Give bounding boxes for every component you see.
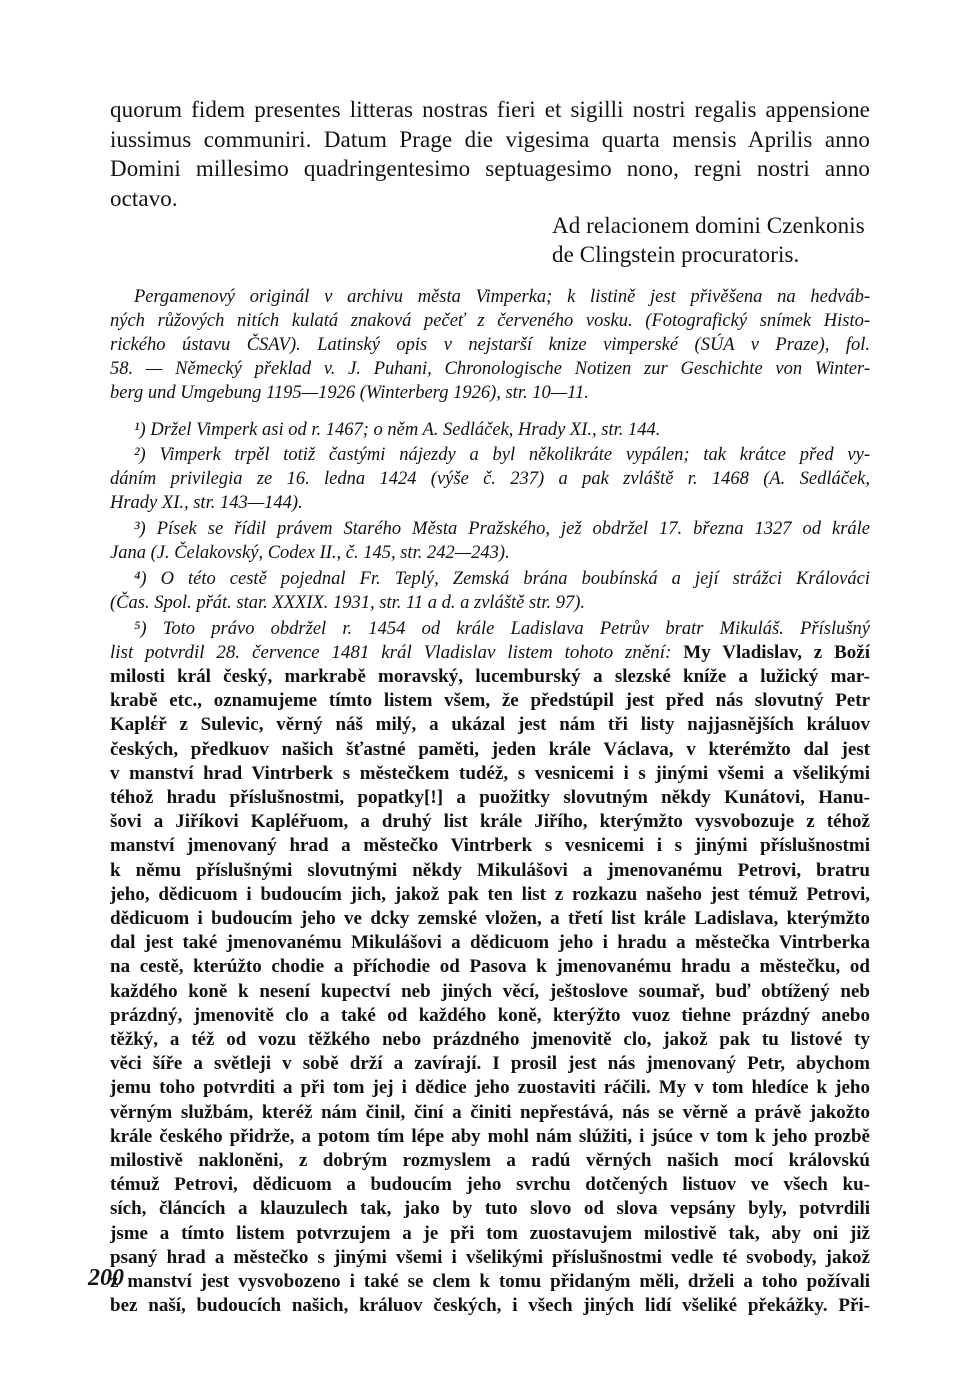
czech-line: manství jmenovaný hrad a městečko Vintrberk s vesnicemi i s jinými příslušnostmi bbox=[110, 835, 870, 857]
czech-line: těžký, a též od vozu těžkého nebo prázdného jmenovitě clo, jakož pak tu listové ty bbox=[110, 1029, 870, 1050]
czech-line: jeho, dědicuom i budoucím jich, jakož pak ten list z rozkazu našeho jest témuž Petrovi, bbox=[110, 883, 870, 905]
signature-line-2: de Clingstein procuratoris. bbox=[552, 242, 800, 267]
signature-line-1: Ad relacionem domini Czenkonis bbox=[552, 213, 865, 238]
czech-line: na cestě, kterúžto chodie a příchodie od Pasova k jmenovanému hradu a městečku, od bbox=[110, 956, 870, 978]
czech-line: dal jest také jmenovanému Mikulášovi a dědicuom jeho i hradu a městečka Vintrberka bbox=[110, 932, 870, 954]
czech-line: Kaplέř z Sulevic, věrný náš milý, a ukázal jest nám tři listy najjasnějších králuov bbox=[110, 714, 870, 736]
czech-line: prázdný, jmenovitě clo a také od každého koně, kterýžto vuoz tiehne prázdný anebo bbox=[110, 1004, 870, 1026]
czech-line: milostivě nakloněni, z dobrým rozmyslem a radú věrných našich mocí královskú bbox=[110, 1150, 870, 1171]
czech-line: z manství jest vysvobozeno i také se clem k tomu přidaným měli, drželi a toho požívali bbox=[110, 1271, 870, 1292]
czech-line: každého koně k nesení kupectví neb jiných věcí, ještoslove soumař, buď obtížený neb bbox=[110, 980, 870, 1002]
footnote-2-line-1: ²) Vimperk trpěl totiž častými nájezdy a byl několikráte vypálen; tak krátce před vy- bbox=[134, 445, 870, 465]
czech-line: jemu toho potvrditi a při tom jej i dědice jeho zuostaviti ráčili. My v tom hledíce k jeho bbox=[110, 1077, 870, 1099]
czech-line: k němu příslušnými slovutnými někdy Mikulášovi a jmenovanému Petrovi, bratru bbox=[110, 859, 870, 881]
footnote-3-line-2: Jana (J. Čelakovský, Codex II., č. 145, str. 242—243). bbox=[110, 543, 510, 563]
body-line-3: Domini millesimo quadringentesimo septuagesimo nono, regni nostri anno bbox=[110, 156, 870, 181]
page-number: 200 bbox=[88, 1265, 124, 1291]
archival-note-line-1: Pergamenový originál v archivu města Vimperka; k listině jest přivěšena na hedváb- bbox=[134, 287, 870, 307]
footnote-5-line-2 bbox=[110, 641, 870, 665]
czech-line: sích, článcích a klauzulech tak, jako by tuto slovo od slova vepsány byly, potvrdili bbox=[110, 1198, 870, 1220]
footnote-1-line-1: ¹) Držel Vimperk asi od r. 1467; o něm A. Sedláček, Hrady XI., str. 144. bbox=[134, 420, 661, 440]
footnote-5-bold-part: My Vladislav, z Boží bbox=[671, 642, 870, 663]
footnote-5-line-1: ⁵) Toto právo obdržel r. 1454 od krále Ladislava Petrův bratr Mikuláš. Příslušný bbox=[134, 619, 870, 639]
body-line-1: quorum fidem presentes litteras nostras fieri et sigilli nostri regalis appensione bbox=[110, 97, 870, 122]
czech-line: milosti král český, markrabě moravský, lucemburský a slezské kníže a lužický mar- bbox=[110, 666, 870, 687]
czech-line: jsme a tímto listem potvrzujem a je při tom zuostavujem milostivě tak, aby oni již bbox=[110, 1222, 870, 1244]
czech-line: českých, předkuov našich šťastné paměti, jeden krále Václava, v kterémžto dal jest bbox=[110, 738, 870, 760]
footnote-5-italic-part: list potvrdil 28. července 1481 král Vladislav listem tohoto znění: bbox=[110, 642, 672, 663]
czech-line: věci šíře a světleji v sobě drží a zavírají. I prosil jest nás jmenovaný Petr, abychom bbox=[110, 1053, 870, 1075]
czech-line: dědicuom i budoucím jeho ve dcky zemské vložen, a třetí list krále Ladislava, kterýmžto bbox=[110, 908, 870, 929]
czech-line: téhož hradu příslušnostmi, popatky[!] a puožitky slovutným někdy Kunátovi, Hanu- bbox=[110, 787, 870, 808]
footnote-2-line-3: Hrady XI., str. 143—144). bbox=[110, 493, 303, 513]
czech-line: témuž Petrovi, dědicuom a budoucím jeho svrchu dotčených listuov ve všech ku- bbox=[110, 1174, 870, 1196]
czech-line: krabě etc., oznamujeme tímto listem všem, že předstúpil jest před nás slovutný Petr bbox=[110, 690, 870, 712]
footnote-3-line-1: ³) Písek se řídil právem Starého Města Pražského, jež obdržel 17. března 1327 od krále bbox=[134, 519, 870, 539]
body-line-4: octavo. bbox=[110, 186, 178, 211]
czech-line: v manství hrad Vintrberk s městečkem tudéž, s vesnicemi i s jinými všemi a všelikými bbox=[110, 762, 870, 784]
czech-line: psaný hrad a městečko s jinými všemi i všelikými příslušnostmi vedle té svobody, jakož bbox=[110, 1246, 870, 1268]
footnote-4-line-1: ⁴) O této cestě pojednal Fr. Teplý, Zemská brána boubínská a její strážci Králováci bbox=[134, 569, 870, 589]
footnote-2-line-2: dáním privilegia ze 16. ledna 1424 (výše č. 237) a pak zvláště r. 1468 (A. Sedláček, bbox=[110, 469, 870, 489]
czech-line: bez naší, budoucích našich, králuov českých, i všech jiných lidí všeliké překážky. Při- bbox=[110, 1295, 870, 1317]
archival-note-line-5: berg und Umgebung 1195—1926 (Winterberg 1926), str. 10—11. bbox=[110, 383, 589, 403]
archival-note-line-4: 58. — Německý překlad v. J. Puhani, Chronologische Notizen zur Geschichte von Winter- bbox=[110, 359, 870, 379]
czech-line: věrným službám, kteréž nám činil, činí a činiti nepřestává, nás se věrně a právě jakožto bbox=[110, 1101, 870, 1123]
archival-note-line-2: ných růžových nitích kulatá znaková pečeť z červeného vosku. (Fotografický snímek Histo- bbox=[110, 311, 870, 331]
czech-line: šovi a Jiříkovi Kapléřuom, a druhý list krále Jiřího, kterýmžto vysvobozuje z téhož bbox=[110, 811, 870, 833]
footnote-4-line-2: (Čas. Spol. přát. star. XXXIX. 1931, str. 11 a d. a zvláště str. 97). bbox=[110, 593, 586, 613]
czech-line: krále českého přidrže, a potom tím lépe aby mohl nám slúžiti, i jsúce v tom k jeho prozbě bbox=[110, 1125, 870, 1147]
archival-note-line-3: rického ústavu ČSAV). Latinský opis v nejstarší knize vimperské (SÚA v Praze), fol. bbox=[110, 335, 870, 355]
body-line-2: iussimus communiri. Datum Prage die vigesima quarta mensis Aprilis anno bbox=[110, 127, 870, 152]
